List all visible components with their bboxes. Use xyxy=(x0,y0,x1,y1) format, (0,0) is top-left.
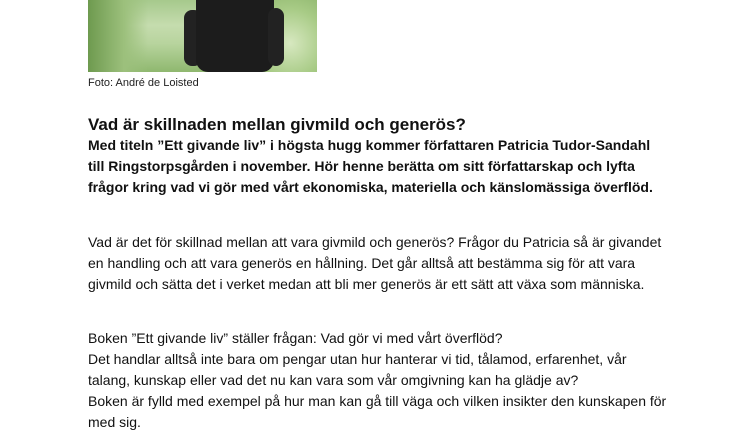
photo-caption: Foto: André de Loisted xyxy=(88,77,199,89)
photo-grass-left xyxy=(88,0,148,72)
article-paragraph-1: Vad är det för skillnad mellan att vara givmild och generös? Frågor du Patricia så är givandet en handling och att vara generös en hållning. Det går alltså att bestämma sig för att vara givmild och sätta det i verket medan att bli mer generös är ett sätt att växa som människa. xyxy=(88,234,662,292)
paragraph-2-line-1: Boken ”Ett givande liv” ställer frågan: Vad gör vi med vårt överflöd? xyxy=(88,330,503,346)
paragraph-2-line-3: Boken är fylld med exempel på hur man kan gå till väga och vilken insikter den kunskapen för med sig. xyxy=(88,393,667,430)
article-heading: Vad är skillnaden mellan givmild och generös? xyxy=(88,115,466,134)
article-lead: Med titeln ”Ett givande liv” i högsta hugg kommer författaren Patricia Tudor-Sandahl till Ringstorpsgården i november. Hör henne berätta om sitt författarskap och lyfta frågor kring vad vi gör med vårt ekonomiska, materiella och känslomässiga överflöd. xyxy=(88,137,653,195)
photo-figure-arm-right xyxy=(268,8,284,66)
paragraph-2-line-2: Det handlar alltså inte bara om pengar utan hur hanterar vi tid, tålamod, erfarenhet, vår talang, kunskap eller vad det nu kan vara som vår omgivning kan ha glädje av? xyxy=(88,351,627,388)
photo-figure xyxy=(196,0,274,72)
article-photo xyxy=(88,0,317,72)
article-paragraph-2 xyxy=(88,328,668,433)
